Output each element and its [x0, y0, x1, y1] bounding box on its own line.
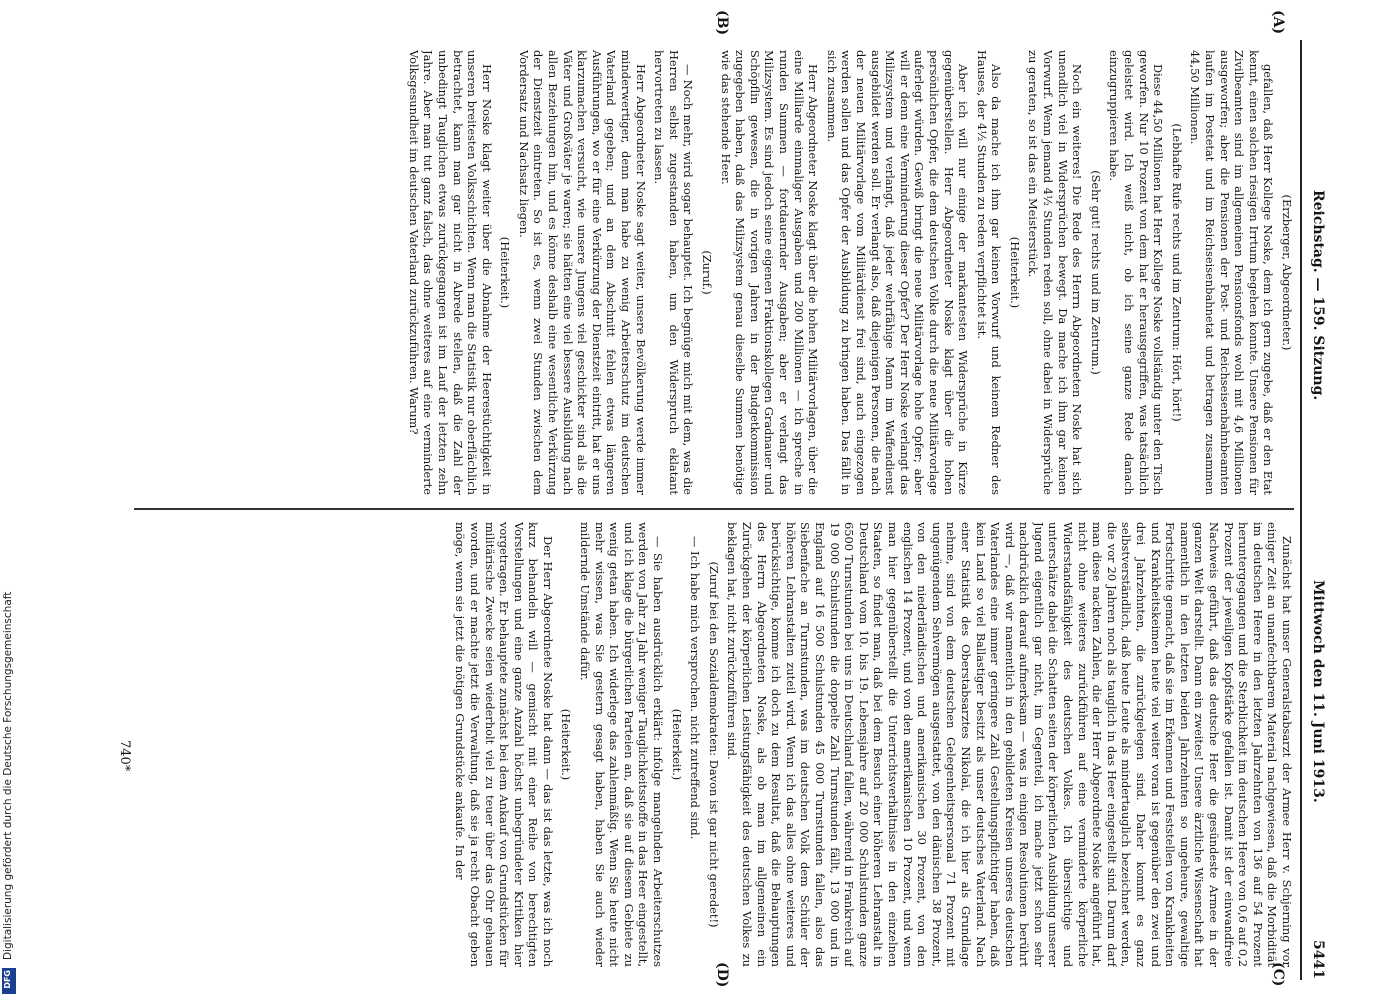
column-divider: [134, 508, 1294, 510]
header-left: Reichstag. — 159. Sitzung.: [1310, 190, 1326, 401]
paragraph: (Sehr gut! rechts und im Zentrum.): [1088, 170, 1103, 375]
paragraph: Aber ich will nur einige der markantesten Widersprüche in Kürze gegenüberstellen. Herr Abgeordneter Noske klagt über die hohen persönlichen Opfer, die dem deutschen Volke durch die neue Militärvorlage auferlegt würden. Gewiß bringt die neue Militärvorlage hohe Opfer; aber will er denn eine Verminderung dieser Opfer? Der Herr Noske verlangt das Milizsystem und verlangt, daß jeder wehrfähige Mann im Waffendienst ausgebildet werden soll. Er verlangt also, daß diejenigen Personen, die nach der neuen Militärvorlage vom Militärdienst frei sind, auch eingezogen werden sollen und das Opfer der Ausbildung zu bringen haben. Das fällt in sich zusammen.: [824, 50, 971, 495]
header-center: Mittwoch den 11. Juni 1913.: [1310, 580, 1326, 803]
left-text-column: [144, 50, 1294, 495]
paragraph: Herr Noske klagt weiter über die Abnahme der Heerestüchtigkeit in unseren breitesten Volksschichten. Wenn man die Statistik nur oberflächlich betrachtet, kann man gar nicht in Abrede stellen, daß die Zahl der unbedingt Tauglichen etwas zurückgegangen ist im Lauf der letzten zehn Jahre. Aber man tut ganz falsch, das ohne weiteres auf eine verminderte Volksgesundheit im deutschen Vaterland zurückzuführen. Warum?: [406, 50, 494, 495]
margin-marker-b: (B): [714, 10, 730, 36]
margin-marker-a: (A): [1270, 10, 1286, 35]
header-page-number: 5441: [1310, 940, 1326, 979]
paragraph: (Zuruf bei den Sozialdemokraten: Davon ist gar nicht geredet!): [706, 561, 721, 928]
rotated-newspaper-page: [90, 10, 1330, 988]
paragraph: Also da mache ich ihm gar keinen Vorwurf und keinem Redner des Hauses, der 4½ Stunden zu reden verpflichtet ist.: [974, 50, 1004, 495]
paragraph: (Lebhafte Rufe rechts und im Zentrum: Hört, hört!): [1169, 123, 1184, 422]
header-rule: [1300, 40, 1302, 980]
digitization-credit: Digitalisierung gefördert durch die Deutsche Forschungsgemeinschaft: [2, 591, 14, 960]
paragraph: Zunächst hat unser Generalstabsarzt der Armee Herr v. Schjerning vor einiger Zeit an unanfechtbarem Material nachgewiesen, daß die Morbidität im deutschen Heere in den letzten Jahrzehnten von 136 auf 54 Prozent heruntergegangen und die Sterblichkeit im deutschen Heere von 0,6 auf 0,2 Prozent der jeweiligen Kopfstärke gefallen ist. Damit ist der einwandfreie Nachweis geführt, daß das deutsche Heer die gesündeste Armee in der ganzen Welt darstellt. Dann ein zweites! Unsere ärztliche Wissenschaft hat namentlich in den letzten beiden Jahrzehnten so ungeheure, gewaltige Fortschritte gemacht, daß sie im Erkennen und Feststellen von Krankheiten und Krankheitskeimen heute viel weiter voran ist gegenüber den zwei und drei Jahrzehnten, die zurückgelegen sind. Daher kommt es ganz selbstverständlich, daß heute Leute als mindertauglich bezeichnet werden, die vor 20 Jahren noch als tauglich in das Heer eingestellt sind. Darum darf man diese nackten Zahlen, die der Herr Abgeordnete Noske angeführt hat, nicht ohne weiteres zurückführen auf eine verminderte körperliche Widerstandsfähigkeit des deutschen Volkes. Ich übersichtige und unterschätze dabei die Schatten seiten der körperlichen Ausbildung unserer Jugend eigentlich gar nicht, im Gegenteil, ich mache jetzt schon sehr nachdrücklich darauf aufmerksam — was in einigen Resolutionen berührt wird —, daß wir namentlich in den gebildeten Kreisen unseres deutschen Vaterlandes eine immer geringere Zahl Gestellungspflichtiger haben, daß kein Land so viel Ballastiger besitzt als unser deutsches Vaterland. Nach einer Statistik des Oberstabsarztes Nikolai, die ich hier als Grundlage nehme, sind von dem deutschen Gelegenheitspersonal 71 Prozent mit ungenügendem Sehvermögen ausgestattet, von den dänischen 38 Prozent, von den niederländischen und amerikanischen 30 Prozent, von den englischen 14 Prozent, und von den amerikanischen 10 Prozent, und wenn man hier gegenüberstellt die Unterrichtsverhältnisse in den einzelnen Staaten, so findet man, daß bei dem Besuch einer höheren Lehranstalt in Deutschland vom 10. bis 19. Lebensjahre auf 20 000 Schulstunden ganze 6500 Turnstunden bei uns in Deutschland fallen, während in Frankreich auf 19 000 Schulstunden die doppelte Zahl Turnstunden fällt, 13 000 und in England auf 16 500 Schulstunden 45 000 Turnstunden fallen, also das Siebenfache an Turnstunden, was im deutschen Volk dem Schüler der höheren Lehranstalten zuteil wird. Wenn ich das alles ohne weiteres und berücksichtige, komme ich doch zu dem Resultat, daß die Behauptungen des Herrn Abgeordneten Noske, als ob man im allgemeinen ein Zurückgehen der körperlichen Leistungsfähigkeit des deutschen Volkes zu beklagen hat, nicht zurückzuführen sind.: [725, 522, 1294, 967]
paragraph: (Heiterkeit.): [669, 708, 684, 781]
page-footnote-number: 740*: [117, 740, 132, 772]
paragraph: Herr Abgeordneter Noske sagt weiter, unsere Bevölkerung werde immer minderwertiger, denn man habe zu wenig Arbeiterschutz im deutschen Vaterland gegeben; und an dem Abschnitt fehlen etwas längeren Ausführungen, wo er für eine Verkürzung der Dienstzeit eintritt, hat er uns klarzumachen versucht, wie unsere Jungens viel geschickter sind als die Väter und Großväter je waren; sie hätten eine viel bessere Ausbildung nach allen Beziehungen hin, und es könne deshalb eine wesentliche Verkürzung der Dienstzeit eintreten. So ist es, wenn zwei Stunden zwischen dem Vordersatz und Nachsatz liegen.: [516, 50, 648, 495]
paragraph: (Erzberger, Abgeordneter.): [1280, 194, 1294, 351]
paragraph: (Zuruf.): [700, 250, 715, 295]
paragraph: Der Herr Abgeordnete Noske hat dann — das ist das letzte, was ich noch kurz behandeln will — gemischt mit einer Reihe von berechtigten Vorstellungen und eine ganze Anzahl höchst unbegründeter Kritiken hier vorgetragen. Er behauptete zunächst bei dem Ankauf von Grundstücken für militärische Zwecke seien wiederholt viel zu teuer über das Ohr gehauen worden, und er machte jetzt die Verwaltung, daß sie ja recht Obacht geben möge, wenn sie jetzt die nötigen Grundstücke ankaufe. In der: [453, 522, 555, 967]
paragraph: — Noch mehr, wird sogar behauptet. Ich begnüge mich mit dem, was die Herren selbst zugestanden haben, um den Widerspruch eklatant hervortreten zu lassen.: [652, 50, 696, 495]
dfg-logo-text: DFG: [3, 970, 12, 989]
paragraph: (Heiterkeit.): [559, 708, 574, 781]
paragraph: Noch ein weiteres! Die Rede des Herrn Abgeordneten Noske hat sich unendlich viel in Widersprüchen bewegt. Da mache ich ihm gar keinen Vorwurf. Wenn jemand 4½ Stunden reden soll, ohne dabei in Widersprüche zu geraten, so ist das ein Meisterstück.: [1026, 50, 1085, 495]
margin-marker-d: (D): [714, 962, 730, 988]
paragraph: (Heiterkeit.): [1007, 236, 1022, 309]
paragraph: (Heiterkeit.): [498, 236, 513, 309]
paragraph: gefallen, daß Herr Kollege Noske, dem ich gern zugebe, daß er den Etat kennt, einen solchen riesigen Irrtum begehen konnte. Unsere Pensionen für Zivilbeamten sind im allgemeinen Pensionsfonds wohl mit 4,6 Millionen ausgeworfen; aber die Pensionen der Post- und Reichseisenbahnbeamten laufen im Postetat und im Reichseisenbahnetat und betragen zusammen 44,50 Millionen.: [1188, 50, 1276, 495]
margin-marker-c: (C): [1270, 962, 1286, 987]
paragraph: — Sie haben ausdrücklich erklärt: infolge mangelnden Arbeiterschutzes werden von Jahr zu Jahr weniger Tauglichkeitsstoffe in das Heer eingestellt, und ich klage die bürgerlichen Parteien an, daß sie auf diesem Gebiete zu wenig getan haben. Ich widerlege das zahlenmäßig. Wenn Sie heute nicht mehr wissen, was Sie gestern gesagt haben, haben Sie auch wieder mildernde Umstände dafür.: [578, 522, 666, 967]
dfg-logo: [2, 968, 16, 994]
paragraph: Herr Abgeordneter Noske klagt über die hohen Militärvorlagen, über die eine Milliarde einmaliger Ausgaben und 200 Millionen — ich spreche in runden Summen — fortdauernder Ausgaben; aber er verlangt das Milizsystem. Es sind jedoch seine eigenen Fraktionskollegen Gradnauer und Schöpflin gewesen, die in vorigen Jahren in der Budgetkommission zugegeben haben, daß das Milizsystem genau dieselbe Summen benötige wie das stehende Heer.: [718, 50, 821, 495]
paragraph: Diese 44,50 Millionen hat Herr Kollege Noske vollständig unter den Tisch geworfen. Nur 10 Prozent von dem hat er herausgegriffen, was tatsächlich geleistet wird. Ich weiß nicht, ob ich seine ganze Rede danach einzugruppieren habe.: [1107, 50, 1166, 495]
right-text-column: [144, 522, 1294, 967]
page-header: [1306, 40, 1330, 980]
paragraph: — Ich habe mich versprochen. nicht zutreffend sind.: [688, 536, 703, 840]
